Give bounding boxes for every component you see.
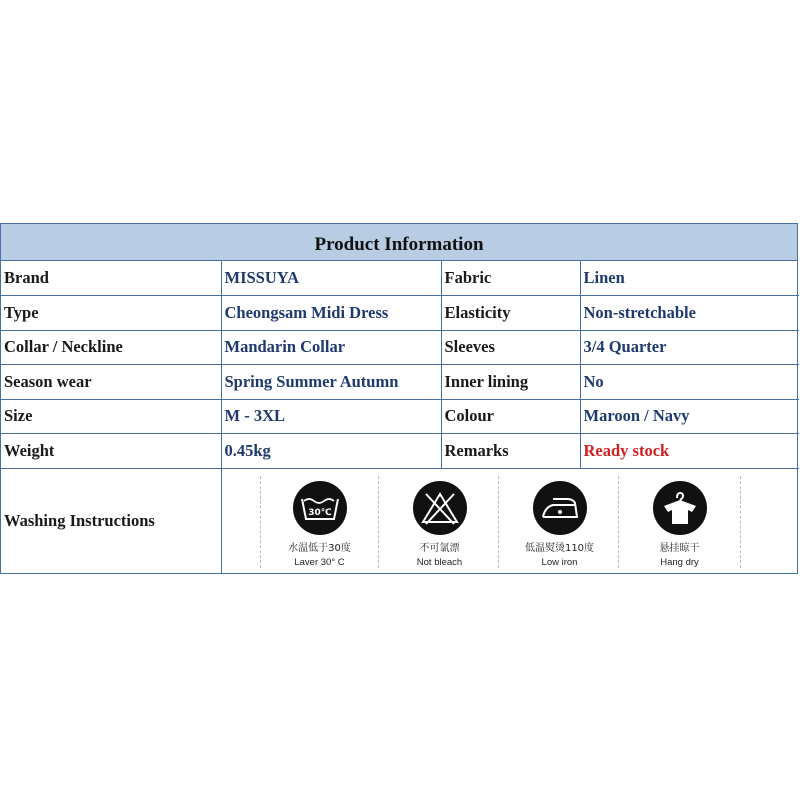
row-label: Type	[1, 296, 221, 331]
wash-item	[500, 476, 620, 568]
wash-en-label: Laver 30° C	[294, 556, 345, 568]
wash-en-label: Hang dry	[660, 556, 699, 568]
row-value: Non-stretchable	[580, 296, 799, 331]
row-label: Season wear	[1, 365, 221, 400]
row-value: Spring Summer Autumn	[221, 365, 441, 400]
wash-temp-badge: 30℃	[307, 507, 332, 518]
row-label: Inner lining	[441, 365, 580, 400]
washing-row	[1, 468, 799, 573]
wash-en-label: Low iron	[541, 556, 578, 568]
row-value: MISSUYA	[221, 261, 441, 296]
spec-table	[1, 261, 799, 573]
washing-panel	[222, 471, 800, 571]
row-value: No	[580, 365, 799, 400]
row-label: Size	[1, 399, 221, 434]
product-info-table	[0, 223, 798, 574]
row-value: M - 3XL	[221, 399, 441, 434]
row-value: 0.45kg	[221, 434, 441, 469]
wash-cn-label: 悬挂晾干	[659, 542, 700, 554]
row-value: Mandarin Collar	[221, 330, 441, 365]
table-row	[1, 330, 799, 365]
hang-dry-icon	[653, 481, 707, 535]
wash-cn-label: 不可氯漂	[419, 542, 460, 554]
table-row	[1, 261, 799, 296]
row-label: Sleeves	[441, 330, 580, 365]
wash-en-label: Not bleach	[416, 556, 463, 568]
table-row	[1, 434, 799, 469]
wash-item	[260, 476, 380, 568]
row-label: Weight	[1, 434, 221, 469]
row-value: Linen	[580, 261, 799, 296]
wash-item	[620, 476, 741, 568]
row-label: Elasticity	[441, 296, 580, 331]
table-row	[1, 296, 799, 331]
wash-cn-label: 水温低于30度	[288, 542, 351, 554]
row-label: Remarks	[441, 434, 580, 469]
low-iron-icon	[533, 481, 587, 535]
wash-item	[380, 476, 500, 568]
row-value: Maroon / Navy	[580, 399, 799, 434]
table-title: Product Information	[1, 224, 797, 261]
washing-label: Washing Instructions	[1, 468, 221, 573]
no-bleach-icon	[413, 481, 467, 535]
row-label: Fabric	[441, 261, 580, 296]
washing-panel-cell	[221, 468, 799, 573]
wash-30c-icon	[293, 481, 347, 535]
row-value: 3/4 Quarter	[580, 330, 799, 365]
row-label: Brand	[1, 261, 221, 296]
row-label: Colour	[441, 399, 580, 434]
remarks-value: Ready stock	[580, 434, 799, 469]
row-label: Collar / Neckline	[1, 330, 221, 365]
row-value: Cheongsam Midi Dress	[221, 296, 441, 331]
table-row	[1, 399, 799, 434]
wash-cn-label: 低温熨烫110度	[524, 542, 595, 554]
table-row	[1, 365, 799, 400]
